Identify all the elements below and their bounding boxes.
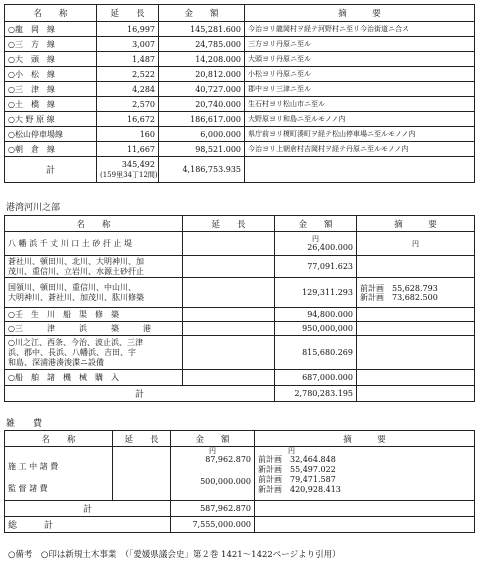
- misc-remarks: [255, 447, 475, 501]
- footnote: ○備考 ○印は新規土木事業 （「愛媛県議会史」第２巻 1421～1422ページより引用）: [8, 550, 341, 560]
- project-name: [5, 336, 183, 370]
- yen-unit: 円: [288, 447, 295, 455]
- project-amount-value: 77,091.623: [307, 262, 353, 271]
- project-name-line: ○壬 生 川 船 渠 修 築: [8, 309, 119, 319]
- total-label: 計: [5, 157, 97, 183]
- road-remarks: 今治ヨリ上朝倉村吉岡村ヲ経テ丹原ニ至ルモノノ内: [245, 142, 475, 157]
- misc-name-supervision: 監 督 諸 費: [8, 484, 48, 493]
- grand-total-amount: 7,555,000.000: [171, 517, 255, 533]
- misc-amount-construction: 87,962.870: [205, 455, 251, 464]
- remark-line: 新計画 73,682.500: [360, 292, 438, 302]
- project-name-line: 蒼社川、頓田川、北川、大明神川、加: [8, 256, 144, 266]
- road-remarks: 生石村ヨリ松山市ニ至ル: [245, 97, 475, 112]
- road-name: ○龍 岡 線: [5, 22, 97, 37]
- road-remarks: 三方ヨリ丹原ニ至ル: [245, 37, 475, 52]
- road-remarks: 大頭ヨリ丹原ニ至ル: [245, 52, 475, 67]
- project-name: [5, 370, 183, 386]
- project-remarks: [357, 278, 475, 308]
- road-name: ○三 方 線: [5, 37, 97, 52]
- project-amount-value: 94,800.000: [307, 310, 353, 319]
- project-amount-value: 815,680.269: [302, 348, 353, 357]
- project-length: [183, 308, 275, 322]
- misc-length: [113, 447, 171, 501]
- project-amount-value: 950,000,000: [302, 324, 353, 333]
- project-amount-value: 687,000.000: [302, 373, 353, 382]
- road-amount: 6,000.000: [159, 127, 245, 142]
- table-row: [5, 336, 475, 370]
- project-remarks: [357, 370, 475, 386]
- table-row: [5, 37, 475, 52]
- project-name-line: 茂川、重信川、立岩川、水源土砂扞止: [8, 266, 144, 276]
- table-row: [5, 127, 475, 142]
- table-row: [5, 278, 475, 308]
- road-name: ○松山停車場線: [5, 127, 97, 142]
- project-name-line: 国領川、頓田川、重信川、中山川、: [8, 282, 136, 292]
- header-length: 延 長: [113, 431, 171, 447]
- project-amount: [275, 370, 357, 386]
- project-amount: [275, 336, 357, 370]
- header-amount: 金 額: [171, 431, 255, 447]
- roads-table: [4, 4, 475, 183]
- remark-line: 前計画 55,628.793: [360, 283, 438, 293]
- remark-line: 前計画 79,471.587: [258, 475, 336, 484]
- table-row: [5, 232, 475, 256]
- project-amount: [275, 322, 357, 336]
- project-length: [183, 232, 275, 256]
- project-amount: [275, 308, 357, 322]
- table-row: [5, 112, 475, 127]
- remark-line: 前計画 32,464.848: [258, 455, 336, 464]
- project-amount-value: 129,311.293: [302, 288, 353, 297]
- road-remarks: 今治ヨリ龍岡村ヲ経テ河野村ニ至リ今治街道ニ合ス: [245, 22, 475, 37]
- project-amount-value: 26,400.000: [307, 243, 353, 252]
- project-name-line: 八 幡 浜 千 丈 川 口 土 砂 扞 止 堤: [8, 238, 132, 248]
- project-length: [183, 256, 275, 278]
- road-name: ○大 頭 線: [5, 52, 97, 67]
- project-remarks: [357, 308, 475, 322]
- table-row: [5, 52, 475, 67]
- project-length: [183, 370, 275, 386]
- project-name: [5, 308, 183, 322]
- road-length: 2,522: [97, 67, 159, 82]
- total-length: [97, 157, 159, 183]
- remark-line: 新計画 55,497.022: [258, 465, 336, 474]
- project-remarks: [357, 256, 475, 278]
- project-remarks: [357, 232, 475, 256]
- road-amount: 186,617.000: [159, 112, 245, 127]
- road-amount: 20,740.000: [159, 97, 245, 112]
- road-remarks: 大野原ヨリ和島ニ至ルモノノ内: [245, 112, 475, 127]
- total-amount: 587,962.870: [171, 501, 255, 517]
- road-name: ○土 橋 線: [5, 97, 97, 112]
- total-length-converted: (159里34丁12間): [100, 170, 158, 179]
- project-name: [5, 256, 183, 278]
- project-length: [183, 278, 275, 308]
- project-amount: [275, 278, 357, 308]
- road-remarks: 県庁前ヨリ榎町湊町ヲ経テ松山停車場ニ至ルモノノ内: [245, 127, 475, 142]
- total-label: 計: [5, 501, 171, 517]
- road-length: 11,667: [97, 142, 159, 157]
- ports-total-row: [5, 386, 475, 402]
- grand-total-remarks: [255, 517, 475, 533]
- grand-total-row: [5, 517, 475, 533]
- header-remarks: 摘 要: [245, 5, 475, 22]
- road-amount: 14,208.000: [159, 52, 245, 67]
- project-name-line: ○川之江、西条、今治、波止浜、三津: [8, 337, 143, 347]
- project-amount: [275, 256, 357, 278]
- road-length: 4,284: [97, 82, 159, 97]
- header-length: 延 長: [97, 5, 159, 22]
- yen-unit: 円: [209, 447, 216, 455]
- roads-total-row: [5, 157, 475, 183]
- header-amount: 金 額: [159, 5, 245, 22]
- misc-names: [5, 447, 113, 501]
- ports-rivers-table: [4, 215, 475, 402]
- road-amount: 20,812.000: [159, 67, 245, 82]
- road-amount: 145,281.600: [159, 22, 245, 37]
- road-name: ○三 津 線: [5, 82, 97, 97]
- road-length: 2,570: [97, 97, 159, 112]
- table-row: [5, 97, 475, 112]
- total-amount: 4,186,753.935: [159, 157, 245, 183]
- table-row: [5, 67, 475, 82]
- project-name-line: ○船 舶 諸 機 械 購 入: [8, 372, 119, 382]
- road-name: ○朝 倉 線: [5, 142, 97, 157]
- misc-amount-supervision: 500,000.000: [200, 477, 251, 486]
- header-remarks: 摘 要: [255, 431, 475, 447]
- misc-amounts: [171, 447, 255, 501]
- road-remarks: 小松ヨリ丹原ニ至ル: [245, 67, 475, 82]
- project-name-line: ○三 津 浜 築 港: [8, 323, 151, 333]
- header-name: 名 称: [5, 216, 183, 232]
- header-amount: 金 額: [275, 216, 357, 232]
- road-length: 16,997: [97, 22, 159, 37]
- road-length: 16,672: [97, 112, 159, 127]
- table-row: [5, 22, 475, 37]
- total-remarks: [245, 157, 475, 183]
- misc-total-row: [5, 501, 475, 517]
- misc-name-construction: 施 工 中 諸 費: [8, 462, 59, 471]
- road-name: ○小 松 線: [5, 67, 97, 82]
- yen-unit: 円: [312, 235, 319, 243]
- project-name: [5, 322, 183, 336]
- misc-expenses-table: [4, 430, 475, 533]
- header-length: 延 長: [183, 216, 275, 232]
- road-amount: 40,727.000: [159, 82, 245, 97]
- table-row: [5, 308, 475, 322]
- project-name: [5, 232, 183, 256]
- project-name-line: 大明神川、蒼社川、加茂川、肱川修築: [8, 292, 144, 302]
- project-length: [183, 322, 275, 336]
- project-remarks: [357, 322, 475, 336]
- total-remarks: [357, 386, 475, 402]
- project-length: [183, 336, 275, 370]
- header-name: 名 称: [5, 5, 97, 22]
- table-row: [5, 256, 475, 278]
- project-name: [5, 278, 183, 308]
- table-row: [5, 370, 475, 386]
- table-row: [5, 82, 475, 97]
- project-amount: [275, 232, 357, 256]
- table-row: [5, 322, 475, 336]
- road-length: 1,487: [97, 52, 159, 67]
- project-remarks: [357, 336, 475, 370]
- road-length: 3,007: [97, 37, 159, 52]
- header-remarks: 摘 要: [357, 216, 475, 232]
- project-name-line: 和島、深浦港湊浚渫ニ設備: [8, 357, 104, 367]
- road-name: ○大 野 原 線: [5, 112, 97, 127]
- total-remarks: [255, 501, 475, 517]
- road-length: 160: [97, 127, 159, 142]
- section-title-ports: 港湾河川之部: [6, 203, 61, 213]
- yen-unit: 円: [412, 239, 419, 248]
- road-amount: 98,521.000: [159, 142, 245, 157]
- total-length-value: 345,492: [121, 159, 155, 169]
- header-name: 名 称: [5, 431, 113, 447]
- grand-total-label: 総 計: [5, 517, 171, 533]
- project-name-line: 浜、郡中、長浜、八幡浜、吉田、宇: [8, 347, 136, 357]
- table-row: [5, 142, 475, 157]
- total-amount: 2,780,283.195: [275, 386, 357, 402]
- road-amount: 24,785.000: [159, 37, 245, 52]
- misc-rows: [5, 447, 475, 501]
- total-label: 計: [5, 386, 275, 402]
- road-remarks: 郡中ヨリ三津ニ至ル: [245, 82, 475, 97]
- section-title-misc: 雑 費: [6, 419, 43, 429]
- remark-line: 新計画 420,928.413: [258, 485, 341, 494]
